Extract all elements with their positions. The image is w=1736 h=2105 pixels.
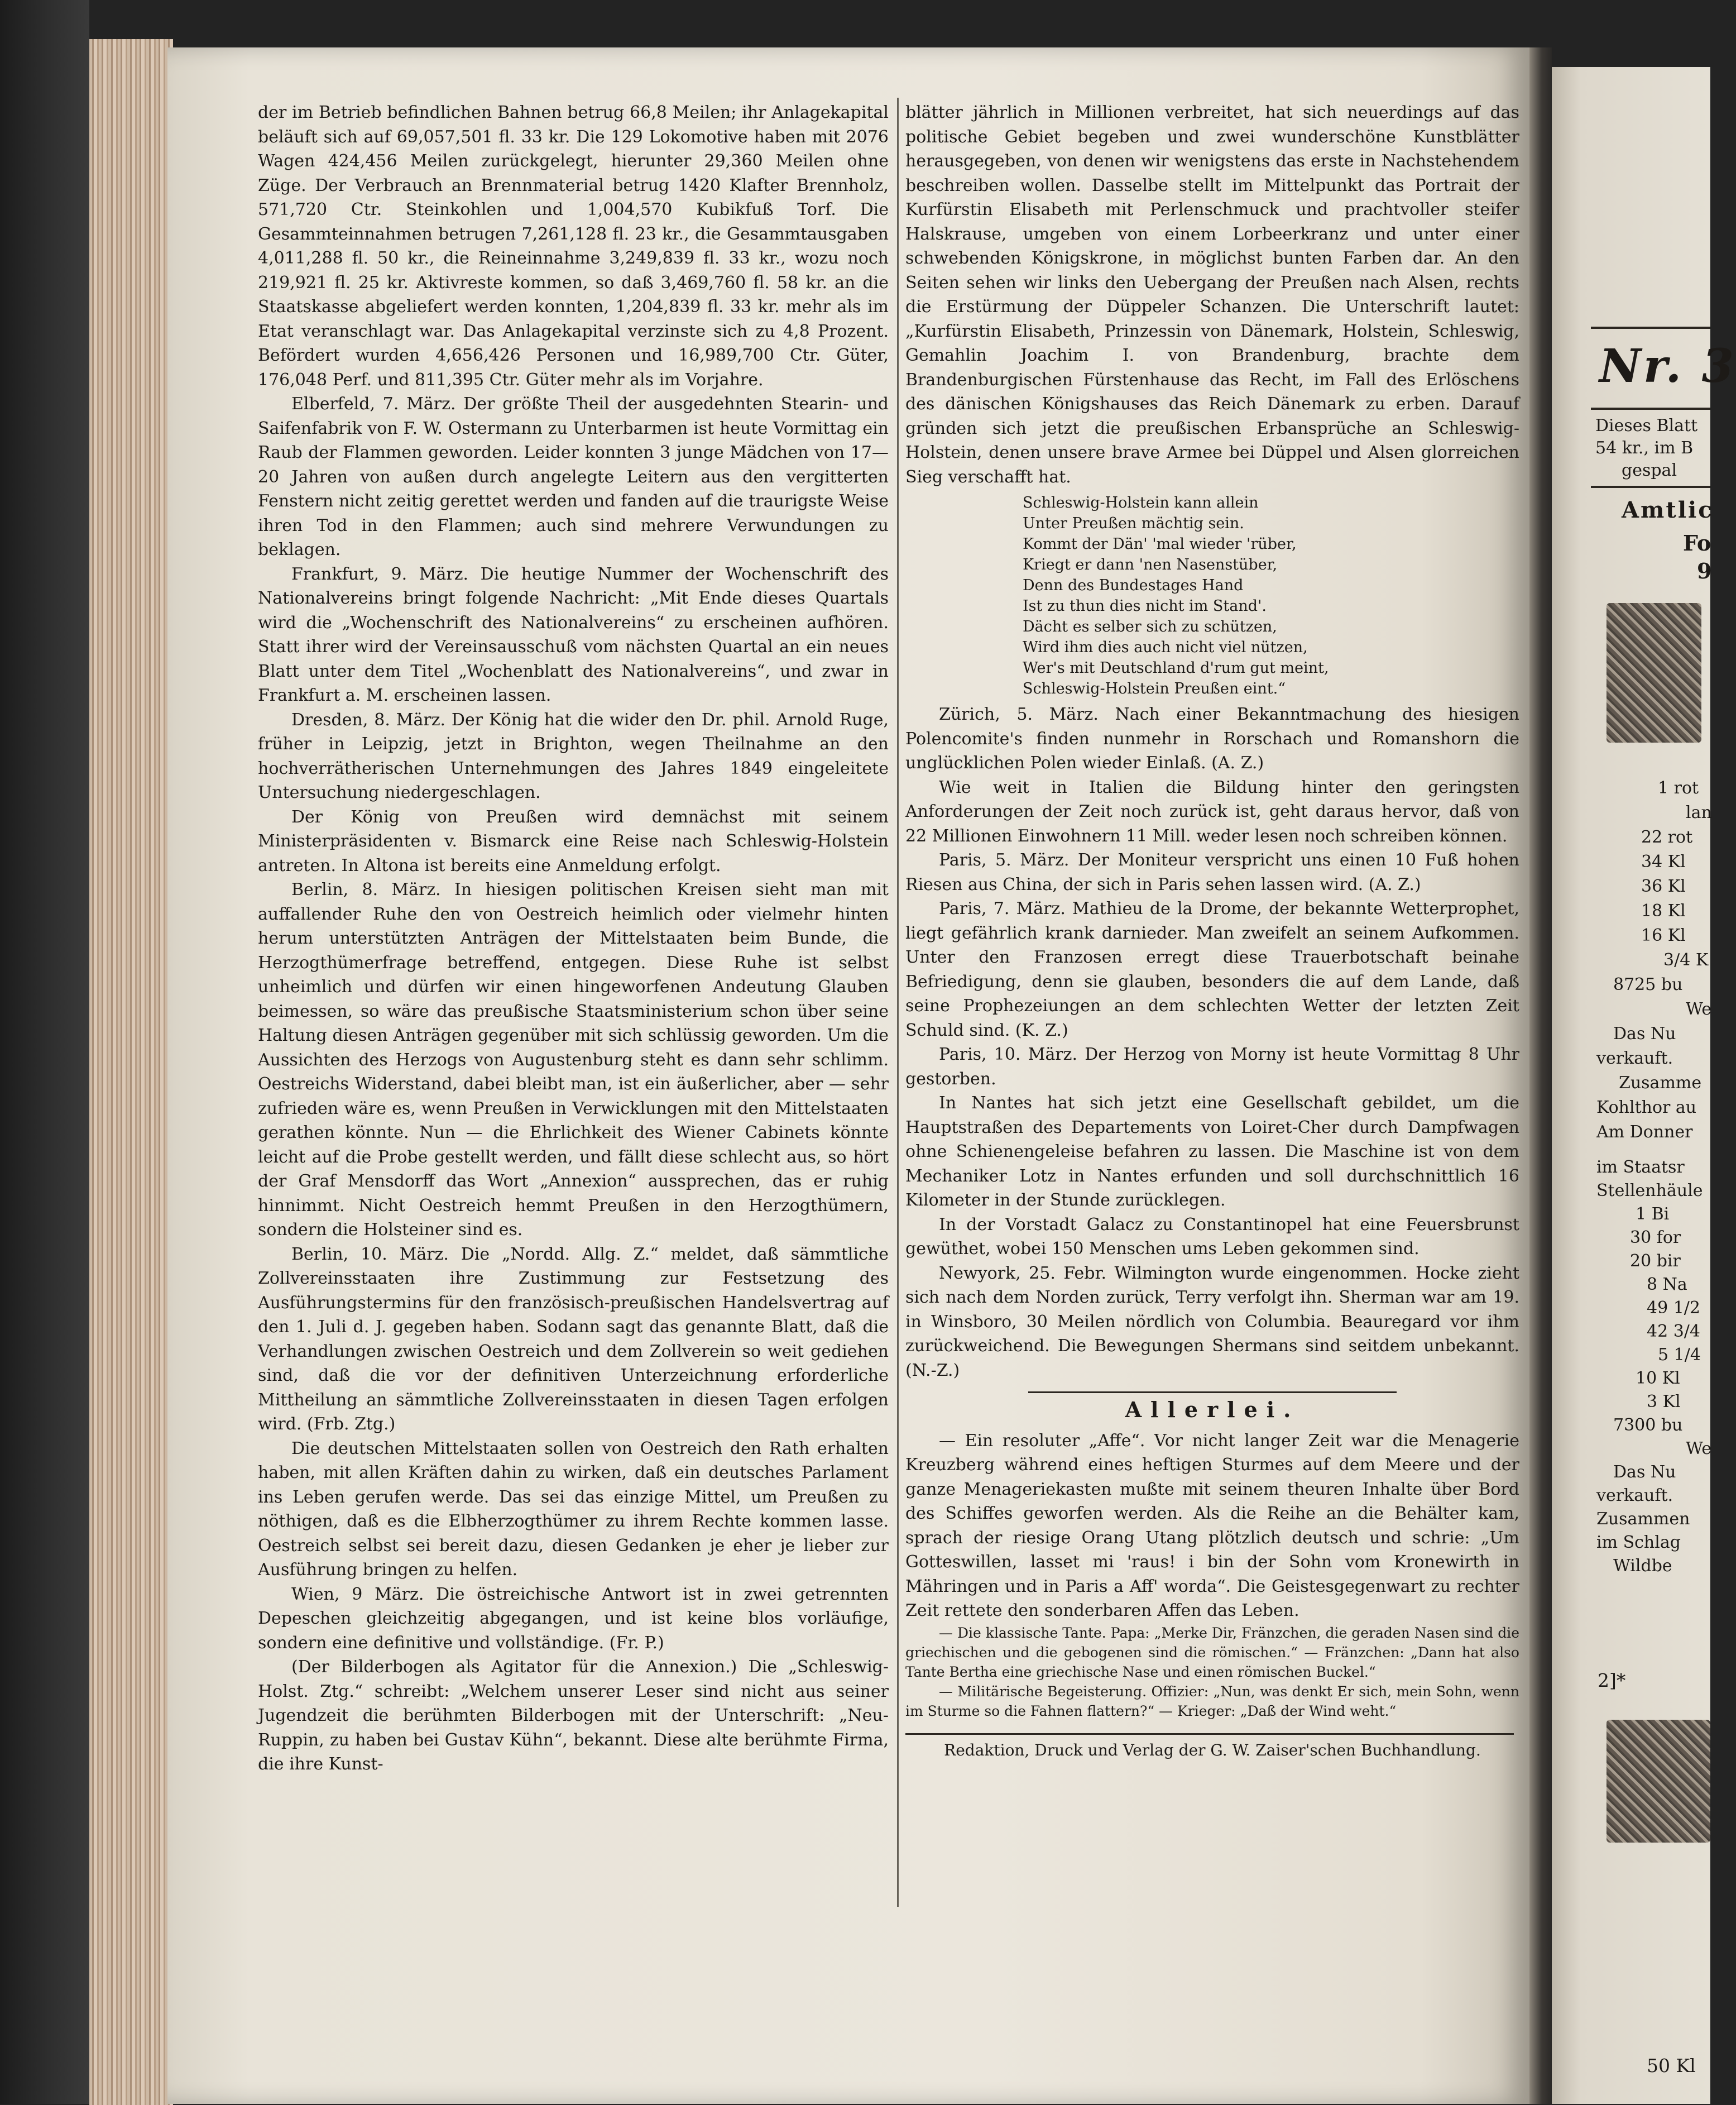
right-column — [905, 101, 1519, 1762]
article-paris-7: Paris, 7. März. Mathieu de la Drome, der bekannte Wetterprophet, liegt gefährlich krank darnieder. Man zweifelt an seinem Aufkommen. Unter den Franzosen erregt diese Trauerbotschaft beinahe Befriedigung, denn sie glauben, besonders die auf dem Lande, daß seine Prophezeiungen an dem schlechten Wetter der letzten Zeit Schuld sind. (K. Z.) — [905, 899, 1519, 1040]
next-page-row: Zusamme — [1619, 1073, 1702, 1093]
next-page-heading: Amtlic — [1622, 497, 1714, 523]
article-constantinopel: In der Vorstadt Galacz zu Constantinopel hat eine Feuersbrunst gewüthet, wobei 150 Menschen ums Leben gekommen sind. — [905, 1214, 1519, 1259]
next-page-rule — [1591, 327, 1710, 329]
article-affe: — Ein resoluter „Affe“. Vor nicht langer Zeit war die Menagerie Kreuzberg während eines heftigen Sturmes auf dem Meere und der ganze Menageriekasten mußte mit seinem theuren Inhalte über Bord des Schiffes geworfen werden. Als die Reihe an die Behälter kam, sprach der riesige Orang Utang plötzlich deutsch und schrie: „Um Gotteswillen, lasset mi 'raus! i bin der Sohn vom Kronewirth in Mähringen und in Paris a Aff' worda“. Die Geistesgegenwart zu rechter Zeit rettete den sonderbaren Affen das Leben. — [905, 1431, 1519, 1620]
next-page-row: 30 for — [1630, 1228, 1681, 1247]
next-page-row: Stellenhäule — [1596, 1181, 1703, 1200]
next-page-line: Dieses Blatt — [1595, 416, 1698, 436]
article-elberfeld: Elberfeld, 7. März. Der größte Theil der ausgedehnten Stearin- und Saifenfabrik von F. W. Ostermann zu Unterbarmen ist heute Vormittag ein Raub der Flammen geworden. Leider konnten 3 junge Mädchen von 17—20 Jahren von außen durch angelegte Leitern aus den vergitterten Fenstern nicht zeitig gerettet werden und fanden auf die traurigste Weise ihren Tod in den Flammen; auch sind mehrere Verwundungen zu beklagen. — [258, 394, 889, 559]
next-page-row: 1 Bi — [1636, 1204, 1670, 1224]
next-page-row: Das Nu — [1613, 1024, 1676, 1044]
book-cover-binding — [0, 0, 89, 2104]
article-mittelstaaten: Die deutschen Mittelstaaten sollen von Oestreich den Rath erhalten haben, mit allen Kräften dahin zu wirken, daß ein deutsches Parlament ins Leben gerufen werde. Das sei das einzige Mittel, um Preußen zu nöthigen, daß es die Elbherzogthümer zu ihrem Rechte kommen lasse. Oestreich selbst sei bereit dazu, diesen Gedanken je eher je lieber zur Ausführung bringen zu helfen. — [258, 1438, 889, 1580]
verse-line: Ist zu thun dies nicht im Stand'. — [1023, 597, 1267, 615]
section-title-allerlei: Allerlei. — [1125, 1397, 1300, 1422]
next-page-row: 7300 bu — [1613, 1415, 1683, 1435]
next-page-rule — [1591, 486, 1710, 488]
verse-line: Kriegt er dann 'nen Nasenstüber, — [1023, 556, 1278, 573]
next-page-row: 8725 bu — [1613, 975, 1683, 994]
article-railway: der im Betrieb befindlichen Bahnen betrug 66,8 Meilen; ihr Anlagekapital beläuft sich auf 69,057,501 fl. 33 kr. Die 129 Lokomotive haben mit 2076 Wagen 424,456 Meilen zurückgelegt, hierunter 29,360 Meilen ohne Züge. Der Verbrauch an Brennmaterial betrug 1420 Klafter Brennholz, 571,720 Ctr. Steinkohlen und 1,004,570 Kubikfuß Torf. Die Gesammteinnahmen betrugen 7,261,128 fl. 23 kr., die Gesammtausgaben 4,011,288 fl. 50 kr., die Reineinnahme 3,249,839 fl. 33 kr., wozu noch 219,921 fl. 25 kr. Aktivreste kommen, so daß 3,469,760 fl. 58 kr. an die Staatskasse abgeliefert werden konnten, 1,204,839 fl. 33 kr. mehr als im Etat veranschlagt war. Das Anlagekapital verzinste sich zu 4,8 Prozent. Befördert wurden 4,656,426 Personen und 16,989,700 Ctr. Güter, 176,048 Perf. und 811,395 Ctr. Güter mehr als im Vorjahre. — [258, 103, 889, 390]
article-berlin-8: Berlin, 8. März. In hiesigen politischen Kreisen sieht man mit auffallender Ruhe den von Oestreich heimlich oder vielmehr hinten herum unterstützten Anträgen der Mittelstaaten beim Bunde, die Herzogthümerfrage betreffend, entgegen. Diese Ruhe ist selbst unheimlich und dürfen wir einen hingeworfenen Andeutung Glauben beimessen, so wäre das preußische Staatsministerium schon über seine Haltung diesen Anträgen gegenüber mit sich schlüssig geworden. Um die Aussichten des Herzogs von Augustenburg steht es dann sehr schlimm. Oestreichs Widerstand, dabei bleibt man, ist ein äußerlicher, aber — sehr zufrieden wäre es, wenn Preußen in Verwicklungen mit den Mittelstaaten gerathen könnte. Nun — die Ehrlichkeit des Wiener Cabinets könnte leicht auf die Probe gestellt werden, und fällt diese schlecht aus, so hört der Graf Mensdorff das Wort „Annexion“ aussprechen, das er ruhig hinnimmt. Nicht Oestreich hemmt Preußen in den Herzogthümern, sondern die Holsteiner sind es. — [258, 880, 889, 1240]
next-page-row: 1 rot — [1658, 778, 1699, 798]
next-page-row: 8 Na — [1647, 1275, 1687, 1294]
next-page-row: 36 Kl — [1641, 877, 1686, 896]
footer-rule — [905, 1733, 1514, 1735]
article-nantes: In Nantes hat sich jetzt eine Gesellschaft gebildet, um die Hauptstraßen des Departements von Loiret-Cher durch Dampfwagen ohne Schienengeleise befahren zu lassen. Die Maschine ist von dem Mechaniker Lotz in Nantes erfunden und soll durchschnittlich 16 Kilometer in der Stunde zurücklegen. — [905, 1093, 1519, 1210]
verse-line: Denn des Bundestages Hand — [1023, 577, 1244, 594]
section-rule — [1028, 1391, 1397, 1393]
next-page-row: Kohlthor au — [1596, 1098, 1697, 1117]
verse-line: Schleswig-Holstein Preußen eint.“ — [1023, 680, 1286, 697]
next-page-row-block — [1596, 776, 1712, 1145]
woodcut-illustration — [1606, 1720, 1710, 1843]
article-berlin-10: Berlin, 10. März. Die „Nordd. Allg. Z.“ meldet, daß sämmtliche Zollvereinsstaaten ihre Zustimmung zur Festsetzung des Ausführungstermins für den französisch-preußischen Handelsvertrag auf den 1. Juli d. J. gegeben haben. Sodann sagt das genannte Blatt, daß die Verhandlungen zwischen Oestreich und dem Zollverein so weit gediehen sind, daß die vor der definitiven Unterzeichnung erforderliche Mittheilung an sämmtliche Zollvereinsstaaten in diesen Tagen erfolgen wird. (Frb. Ztg.) — [258, 1244, 889, 1434]
article-paris-10: Paris, 10. März. Der Herzog von Morny ist heute Vormittag 8 Uhr gestorben. — [905, 1045, 1519, 1089]
next-page-row: Das Nu — [1613, 1462, 1676, 1482]
verse-line: Wird ihm dies auch nicht viel nützen, — [1023, 639, 1308, 656]
anecdote-militaer: — Militärische Begeisterung. Offizier: „Nun, was denkt Er sich, mein Sohn, wenn im Sturme so die Fahnen flattern?“ — Krieger: „Daß der Wind weht.“ — [905, 1683, 1519, 1719]
next-page-row: verkauft. — [1596, 1486, 1673, 1505]
woodcut-illustration — [1606, 603, 1701, 743]
article-bilderbogen: (Der Bilderbogen als Agitator für die Annexion.) Die „Schleswig-Holst. Ztg.“ schreibt: „Welchem unserer Leser sind nicht aus seiner Jugendzeit die berühmten Bilderbogen mit der Unterschrift: „Neu-Ruppin, zu haben bei Gustav Kühn“, bekannt. Diese alte berühmte Firma, die ihre Kunst- — [258, 1657, 889, 1774]
next-page-row: 10 Kl — [1636, 1369, 1680, 1388]
next-page-row: 49 1/2 — [1647, 1298, 1700, 1318]
article-koenig-preussen: Der König von Preußen wird demnächst mit seinem Ministerpräsidenten v. Bismarck eine Reise nach Schleswig-Holstein antreten. In Altona ist bereits eine Anmeldung erfolgt. — [258, 807, 889, 876]
next-page-row: lan — [1686, 803, 1712, 822]
next-page-row: 3/4 K — [1663, 950, 1709, 970]
verse-line: Wer's mit Deutschland d'rum gut meint, — [1023, 659, 1329, 677]
next-page-row: Wildbe — [1613, 1556, 1672, 1576]
article-dresden: Dresden, 8. März. Der König hat die wider den Dr. phil. Arnold Ruge, früher in Leipzig, jetzt in Brighton, wegen Theilnahme an den hochverrätherischen Unternehmungen des Jahres 1849 eingeleitete Untersuchung niedergeschlagen. — [258, 710, 889, 802]
next-page-row: Zusammen — [1596, 1509, 1690, 1529]
next-page-row: 22 rot — [1641, 827, 1693, 847]
anecdote-tante: — Die klassische Tante. Papa: „Merke Dir, Fränzchen, die geraden Nasen sind die griechischen und die gebogenen sind die römischen.“ — Fränzchen: „Dann hat also Tante Bertha eine griechische Nase und einen römischen Buckel.“ — [905, 1624, 1519, 1680]
next-page-row: 42 3/4 — [1647, 1322, 1700, 1341]
next-page-row: 50 Kl — [1647, 2055, 1696, 2077]
verse-line: Kommt der Dän' 'mal wieder 'rüber, — [1023, 535, 1297, 553]
imprint: Redaktion, Druck und Verlag der G. W. Zaiser'schen Buchhandlung. — [944, 1740, 1481, 1759]
next-page-row: 20 bir — [1630, 1251, 1681, 1271]
next-page-row: 18 Kl — [1641, 901, 1686, 921]
next-page-row: 5 1/4 — [1658, 1345, 1701, 1365]
next-page-row: 3 Kl — [1647, 1392, 1681, 1412]
book-gutter — [1529, 47, 1552, 2104]
next-page-rule — [1591, 408, 1710, 410]
article-wien: Wien, 9 März. Die östreichische Antwort ist in zwei getrennten Depeschen gleichzeitig abgegangen, und ist keine blos vorläufige, sondern eine definitive und vollständige. (Fr. P.) — [258, 1584, 889, 1653]
next-page-subheading: Fo — [1683, 530, 1711, 556]
verse-line: Unter Preußen mächtig sein. — [1023, 515, 1244, 532]
next-page-page-mark: 2]* — [1598, 1669, 1626, 1691]
column-divider — [897, 98, 899, 1907]
next-page-row: Am Donner — [1596, 1122, 1693, 1142]
next-page-line: 54 kr., im B — [1595, 438, 1694, 458]
next-page-row: 34 Kl — [1641, 852, 1686, 872]
next-page-line: gespal — [1622, 461, 1677, 480]
next-page-subheading: 9 — [1697, 558, 1712, 583]
left-column — [258, 101, 889, 1777]
next-page-row: im Schlag — [1596, 1533, 1681, 1552]
article-newyork: Newyork, 25. Febr. Wilmington wurde eingenommen. Hocke zieht sich nach dem Norden zurück, Terry verfolgt ihn. Sherman war am 19. in Winsboro, 30 Meilen nördlich von Columbia. Beauregard vor ihm zurückweichend. Die Bewegungen Shermans sind seitdem unbekannt. (N.-Z.) — [905, 1263, 1519, 1380]
next-page-title: Nr. 3 — [1599, 339, 1736, 393]
next-page-row-block — [1596, 1156, 1711, 1578]
next-page-row: 16 Kl — [1641, 926, 1686, 945]
verse-block — [1023, 492, 1519, 699]
article-zuerich: Zürich, 5. März. Nach einer Bekanntmachung des hiesigen Polencomite's finden nunmehr in Rorschach und Romanshorn die unglücklichen Polen wieder Einlaß. (A. Z.) — [905, 705, 1519, 773]
next-page-row: We — [1686, 999, 1712, 1019]
verse-line: Dächt es selber sich zu schützen, — [1023, 618, 1277, 635]
article-paris-5: Paris, 5. März. Der Moniteur verspricht uns einen 10 Fuß hohen Riesen aus China, der sich in Paris sehen lassen wird. (A. Z.) — [905, 850, 1519, 894]
article-bilderbogen-continued: blätter jährlich in Millionen verbreitet, hat sich neuerdings auf das politische Gebiet begeben und zwei wunderschöne Kunstblätter herausgegeben, von denen wir wenigstens das erste in Nachstehendem beschreiben wollen. Dasselbe stellt im Mittelpunkt das Portrait der Kurfürstin Elisabeth mit Perlenschmuck und prachtvoller steifer Halskrause, umgeben von einem Lorbeerkranz und unter einer schwebenden Königskrone, in möglichst bunten Farben dar. An den Seiten sehen wir links den Uebergang der Preußen nach Alsen, rechts die Erstürmung der Düppeler Schanzen. Die Unterschrift lautet: „Kurfürstin Elisabeth, Prinzessin von Dänemark, Holstein, Schleswig, Gemahlin Joachim I. von Brandenburg, brachte dem Brandenburgischen Fürstenhause das Recht, im Fall des Erlöschens des dänischen Königshauses das Reich Dänemark zu erben. Darauf gründen sich jetzt die preußischen Erbansprüche an Schleswig-Holstein, denen unsere brave Armee bei Düppel und Alsen glorreichen Sieg verschafft hat. — [905, 103, 1519, 487]
article-frankfurt: Frankfurt, 9. März. Die heutige Nummer der Wochenschrift des Nationalvereins bringt folgende Nachricht: „Mit Ende dieses Quartals wird die „Wochenschrift des Nationalvereins“ zu erscheinen aufhören. Statt ihrer wird der Vereinsausschuß vom nächsten Quartal an ein neues Blatt unter dem Titel „Wochenblatt des Nationalvereins“, und zwar in Frankfurt a. M. erscheinen lassen. — [258, 564, 889, 705]
page-edges — [89, 39, 173, 2105]
verse-line: Schleswig-Holstein kann allein — [1023, 494, 1259, 511]
next-page-row: We — [1686, 1439, 1712, 1458]
next-page-row: verkauft. — [1596, 1049, 1673, 1068]
next-page-row: im Staatsr — [1596, 1157, 1685, 1177]
article-italien: Wie weit in Italien die Bildung hinter den geringsten Anforderungen der Zeit noch zurück ist, geht daraus hervor, daß von 22 Millionen Einwohnern 11 Mill. weder lesen noch schreiben können. — [905, 777, 1519, 846]
